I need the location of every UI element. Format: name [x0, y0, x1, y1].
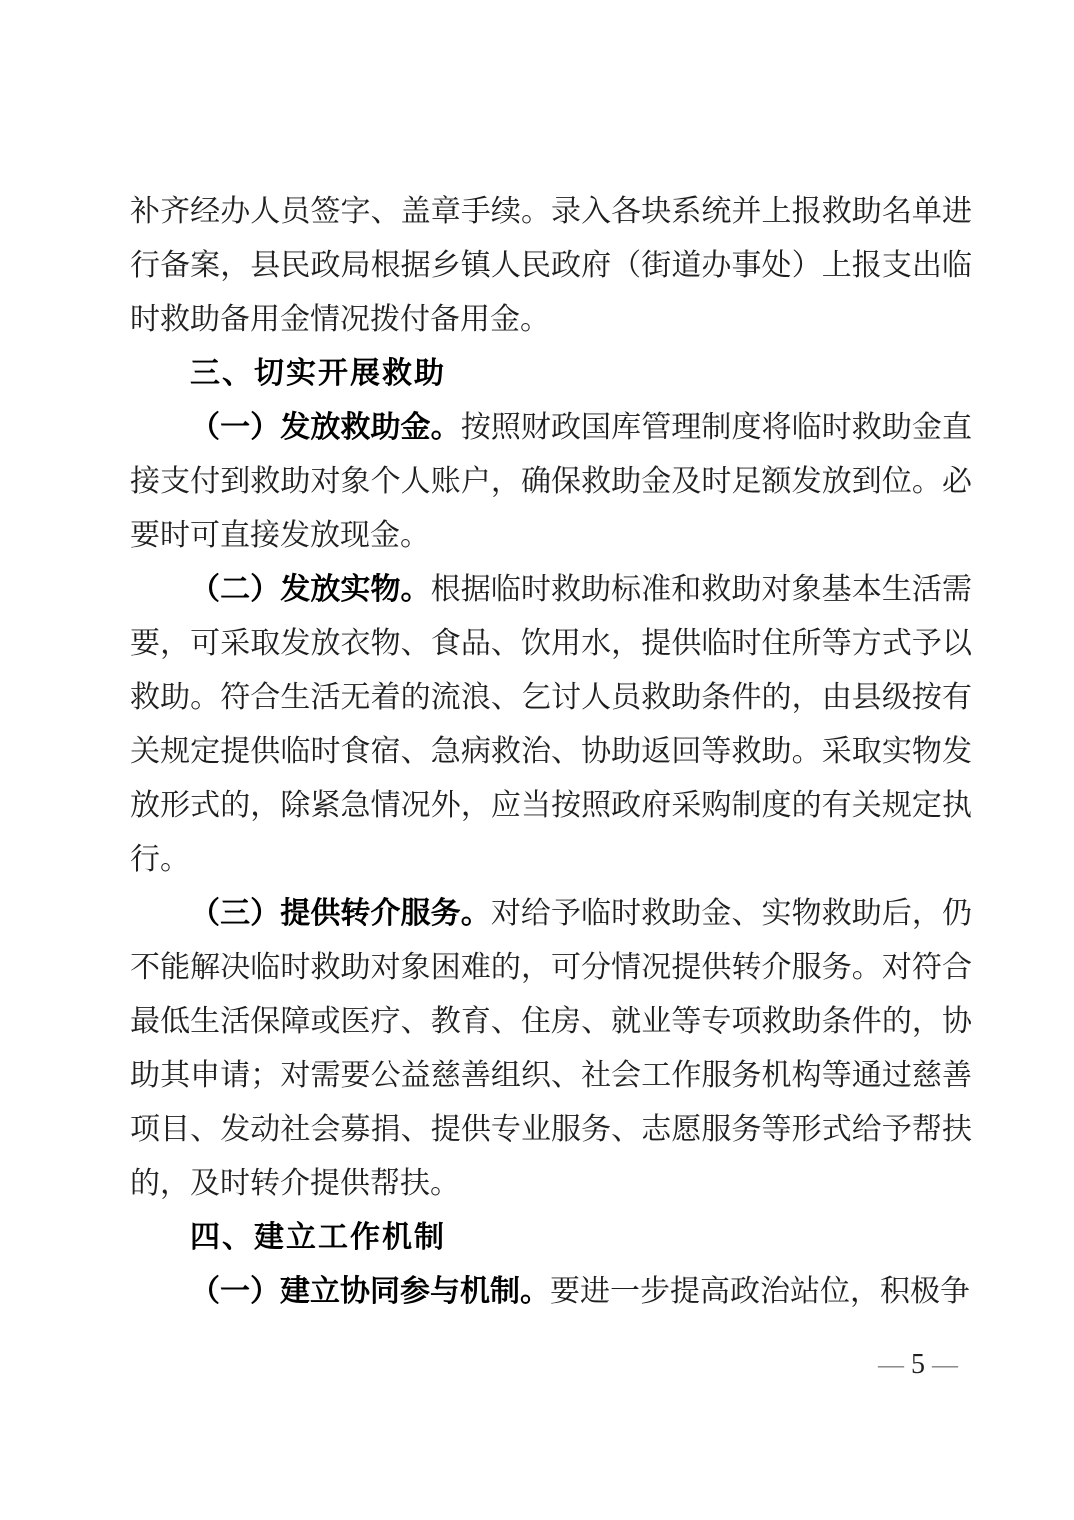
- paragraph: [130, 401, 972, 563]
- paragraph-text: 按照财政国库管理制度将临时救助金直接支付到救助对象个人账户，确保救助金及时足额发放到位。必要时可直接发放现金。: [130, 411, 973, 552]
- paragraph-lead: （一）发放救助金。: [190, 411, 461, 444]
- section-heading-4: 四、建立工作机制: [190, 1221, 446, 1254]
- page-footer: [878, 1350, 958, 1380]
- section-heading-3: 三、切实开展救助: [190, 357, 446, 390]
- paragraph: [130, 563, 972, 887]
- paragraph-text: 补齐经办人员签字、盖章手续。录入各块系统并上报救助名单进行备案，县民政局根据乡镇人民政府（街道办事处）上报支出临时救助备用金情况拨付备用金。: [130, 195, 972, 336]
- paragraph-lead: （二）发放实物。: [190, 573, 431, 606]
- page-number-dash-right: —: [932, 1350, 958, 1379]
- page-number-dash-left: —: [878, 1350, 904, 1379]
- paragraph-lead: （一）建立协同参与机制。: [190, 1275, 550, 1308]
- page-number: 5: [911, 1349, 925, 1380]
- paragraph: [130, 887, 972, 1211]
- paragraph: [130, 185, 972, 347]
- document-body: [130, 185, 972, 1319]
- paragraph-text: 对给予临时救助金、实物救助后，仍不能解决临时救助对象困难的，可分情况提供转介服务。对符合最低生活保障或医疗、教育、住房、就业等专项救助条件的，协助其申请；对需要公益慈善组织、社会工作服务机构等通过慈善项目、发动社会募捐、提供专业服务、志愿服务等形式给予帮扶的，及时转介提供帮扶。: [130, 897, 973, 1200]
- paragraph: [130, 1265, 972, 1319]
- paragraph-text: 要进一步提高政治站位，积极争: [550, 1275, 970, 1308]
- paragraph-lead: （三）提供转介服务。: [190, 897, 491, 930]
- paragraph-text: 根据临时救助标准和救助对象基本生活需要，可采取发放衣物、食品、饮用水，提供临时住所等方式予以救助。符合生活无着的流浪、乞讨人员救助条件的，由县级按有关规定提供临时食宿、急病救治、协助返回等救助。采取实物发放形式的，除紧急情况外，应当按照政府采购制度的有关规定执行。: [130, 573, 973, 876]
